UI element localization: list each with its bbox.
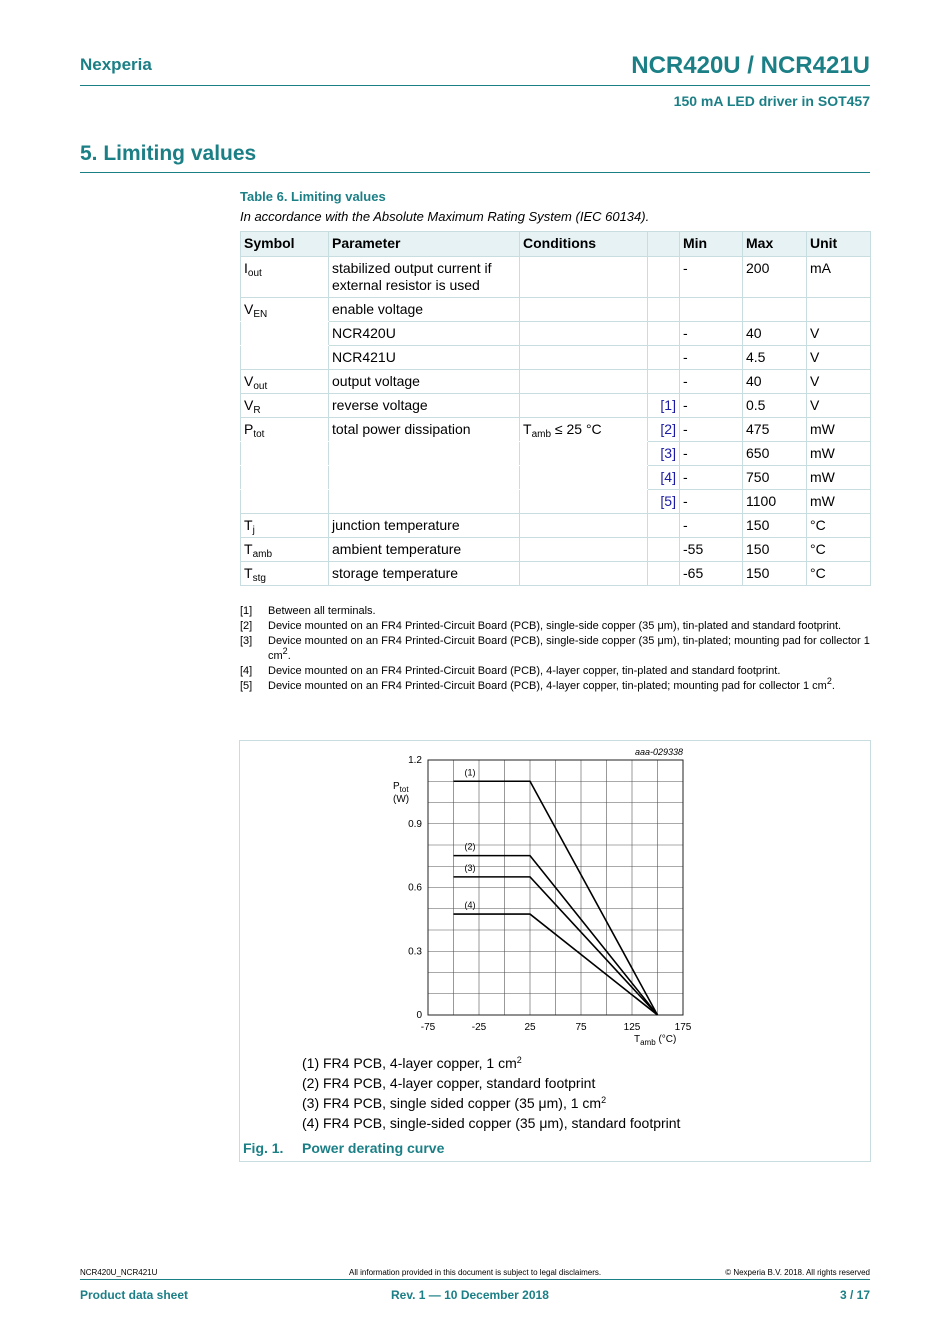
parameter-cell [329,466,520,490]
y-tick-label: 0.9 [408,818,422,830]
min-cell: - [680,514,743,538]
x-tick-label: -25 [471,1022,487,1033]
conditions-cell [520,394,648,418]
symbol-cell [241,298,329,322]
figure-id-label: aaa-029338 [634,747,683,757]
footnote-body: Device mounted on an FR4 Printed-Circuit Board (PCB), 4-layer copper, tin-plated and standard footprint. [268,665,781,677]
footnote [240,604,870,619]
condition-rest: ≤ 25 °C [551,421,602,437]
footnote [240,634,870,664]
unit-cell: mW [807,442,871,466]
symbol-cell [241,322,329,346]
symbol-subscript: amb [252,549,273,560]
x-tick-label: 175 [674,1022,692,1033]
unit-cell: °C [807,538,871,562]
table-row [241,490,871,514]
condition-text: T [523,421,532,437]
unit-cell: °C [807,514,871,538]
table-row [241,514,871,538]
conditions-cell [520,490,648,514]
figure-number: Fig. 1. [243,1140,284,1156]
y-tick-label: 0.3 [408,946,422,958]
footnote [240,619,870,634]
x-tick-label: -75 [420,1022,436,1033]
x-tick-label: 125 [623,1022,641,1033]
symbol-cell [241,490,329,514]
table-note: In accordance with the Absolute Maximum Rating System (IEC 60134). [240,209,650,224]
symbol-subscript: tot [253,429,265,440]
symbol-cell [241,394,329,418]
symbol-text: V [244,397,254,413]
max-cell: 650 [743,442,807,466]
footnote-body: Device mounted on an FR4 Printed-Circuit Board (PCB), single-side copper (35 μm), tin-plated and standard footprint. [268,620,842,632]
min-cell: - [680,346,743,370]
table-row [241,466,871,490]
footnote [240,664,870,679]
footnote-text [268,619,870,634]
header-max: Max [743,232,807,257]
legend-item [302,1073,680,1093]
footnote-number: [4] [240,665,253,677]
footnote-ref-link[interactable]: [4] [648,466,680,490]
symbol-text: I [244,260,248,276]
footnote-ref-link[interactable]: [1] [648,394,680,418]
header-unit: Unit [807,232,871,257]
footnote-number: [1] [240,605,253,617]
footnote-ref-link[interactable] [648,538,680,562]
footnote-ref-link[interactable]: [5] [648,490,680,514]
footnote-text [268,604,870,619]
x-tick-label: 25 [524,1022,536,1033]
footer-doc-id: NCR420U_NCR421U [80,1268,158,1277]
unit-cell: mW [807,418,871,442]
symbol-cell [241,466,329,490]
min-cell: - [680,370,743,394]
figure-caption [243,1140,444,1156]
parameter-cell [329,442,520,466]
unit-cell: °C [807,562,871,586]
y-axis-label-subscript: tot [399,785,409,794]
conditions-cell [520,442,648,466]
header-parameter: Parameter [329,232,520,257]
min-cell: -65 [680,562,743,586]
min-cell: - [680,257,743,298]
series-label: (3) [464,862,476,873]
conditions-cell [520,298,648,322]
parameter-cell: NCR421U [329,346,520,370]
conditions-cell [520,466,648,490]
footnote-ref-link[interactable]: [2] [648,418,680,442]
min-cell: -55 [680,538,743,562]
header-ref [648,232,680,257]
x-axis-label-main: T [634,1034,641,1045]
footnote-tail: . [831,680,835,692]
symbol-subscript: out [253,381,268,392]
footnote [240,676,870,694]
table-row [241,418,871,442]
y-axis-label-main: P [393,781,400,792]
footnote-ref-link[interactable] [648,562,680,586]
symbol-text: T [244,565,253,581]
legend-superscript: 2 [516,1055,522,1065]
footnote-ref-link[interactable]: [3] [648,442,680,466]
legend-item [302,1053,680,1073]
symbol-text: T [244,541,253,557]
table-row [241,442,871,466]
footnote-number: [3] [240,635,253,647]
conditions-cell [520,514,648,538]
header-divider [80,85,870,86]
table-footnotes [240,604,870,694]
parameter-cell: NCR420U [329,322,520,346]
footer-revision: Rev. 1 — 10 December 2018 [391,1288,549,1302]
parameter-cell: output voltage [329,370,520,394]
footnote-body: Between all terminals. [268,605,376,617]
series-label: (1) [464,767,476,778]
min-cell: - [680,394,743,418]
symbol-cell [241,346,329,370]
max-cell: 150 [743,562,807,586]
footnote-text [268,634,870,664]
footnote-ref-link[interactable] [648,257,680,298]
document-title: NCR420U / NCR421U [631,52,870,79]
symbol-cell [241,418,329,442]
parameter-cell: junction temperature [329,514,520,538]
footnote-superscript: 2 [282,646,288,656]
conditions-cell [520,322,648,346]
symbol-subscript: EN [253,309,268,320]
footer-divider [80,1279,870,1280]
conditions-cell [520,257,648,298]
symbol-cell [241,370,329,394]
unit-cell: V [807,370,871,394]
table-row [241,346,871,370]
unit-cell [807,298,871,322]
header-conditions: Conditions [520,232,648,257]
min-cell: - [680,490,743,514]
symbol-text: T [244,517,253,533]
y-axis-label [393,781,409,794]
max-cell: 1100 [743,490,807,514]
parameter-cell: total power dissipation [329,418,520,442]
figure-box [239,740,871,1162]
parameter-cell: storage temperature [329,562,520,586]
footer-disclaimer: All information provided in this document is subject to legal disclaimers. [349,1268,602,1277]
section-divider [80,172,870,173]
min-cell: - [680,466,743,490]
min-cell: - [680,322,743,346]
symbol-subscript: stg [252,573,266,584]
parameter-cell: stabilized output current if external resistor is used [329,257,520,298]
footer-page-number: 3 / 17 [839,1288,870,1302]
legend-text: (2) FR4 PCB, 4-layer copper, standard footprint [302,1075,596,1091]
min-cell: - [680,418,743,442]
legend-text: (4) FR4 PCB, single-sided copper (35 μm), standard footprint [302,1115,681,1131]
table-row [241,322,871,346]
x-axis-label-subscript: amb [640,1038,656,1047]
min-cell: - [680,442,743,466]
symbol-text: V [244,373,254,389]
unit-cell: mW [807,490,871,514]
footnote-ref-link[interactable] [648,370,680,394]
symbol-cell [241,562,329,586]
max-cell: 40 [743,322,807,346]
parameter-cell: ambient temperature [329,538,520,562]
max-cell: 200 [743,257,807,298]
unit-cell: V [807,322,871,346]
y-axis-unit: (W) [393,794,410,805]
x-tick-label: 75 [575,1022,587,1033]
footnote-body: Device mounted on an FR4 Printed-Circuit Board (PCB), 4-layer copper, tin-plated; mounting pad for collector 1 cm [268,680,827,692]
max-cell: 150 [743,538,807,562]
y-tick-label: 0.6 [408,882,422,894]
header-min: Min [680,232,743,257]
y-tick-label: 1.2 [408,755,422,766]
unit-cell: V [807,346,871,370]
conditions-cell [520,418,648,442]
symbol-cell [241,538,329,562]
footnote-number: [5] [240,680,253,692]
table-row [241,370,871,394]
symbol-text: V [244,301,254,317]
condition-subscript: amb [531,429,552,440]
conditions-cell [520,370,648,394]
legend-text: (3) FR4 PCB, single sided copper (35 μm), 1 cm [302,1095,602,1111]
conditions-cell [520,538,648,562]
footer-copyright: © Nexperia B.V. 2018. All rights reserved [725,1268,870,1277]
max-cell [743,298,807,322]
table-caption: Table 6. Limiting values [240,189,386,204]
symbol-subscript: out [247,268,262,279]
x-axis-unit: (°C) [655,1034,677,1045]
footnote-ref-link[interactable] [648,514,680,538]
footer-sheet-type: Product data sheet [80,1288,189,1302]
section-title: 5. Limiting values [80,142,257,165]
figure-legend [302,1053,680,1133]
series-label: (2) [464,841,476,852]
symbol-cell [241,442,329,466]
symbol-cell [241,257,329,298]
symbol-cell [241,514,329,538]
footnote-ref-link[interactable] [648,346,680,370]
legend-text: (1) FR4 PCB, 4-layer copper, 1 cm [302,1055,517,1071]
power-derating-chart [240,741,870,1051]
max-cell: 0.5 [743,394,807,418]
table-row [241,394,871,418]
limiting-values-table [240,231,871,586]
legend-item [302,1093,680,1113]
footnote-text [268,676,870,694]
parameter-cell: reverse voltage [329,394,520,418]
legend-superscript: 2 [601,1095,607,1105]
table-row [241,562,871,586]
series-label: (4) [464,900,476,911]
footnote-superscript: 2 [826,676,832,686]
x-axis-label [634,1034,676,1047]
table-body [241,257,871,586]
figure-title: Power derating curve [302,1140,445,1156]
table-row [241,298,871,322]
footnote-number: [2] [240,620,253,632]
legend-item [302,1113,680,1133]
max-cell: 40 [743,370,807,394]
symbol-subscript: j [252,525,255,536]
symbol-subscript: R [253,405,261,416]
footnote-tail: . [287,650,291,662]
header-symbol: Symbol [241,232,329,257]
parameter-cell [329,490,520,514]
footnote-text [268,664,870,679]
conditions-cell [520,346,648,370]
footnote-ref-link[interactable] [648,322,680,346]
table-row [241,538,871,562]
brand-name: Nexperia [80,55,152,74]
max-cell: 150 [743,514,807,538]
symbol-text: P [244,421,254,437]
table-row [241,257,871,298]
parameter-cell: enable voltage [329,298,520,322]
max-cell: 475 [743,418,807,442]
footnote-body: Device mounted on an FR4 Printed-Circuit Board (PCB), single-side copper (35 μm), tin-plated; mounting pad for collector 1 cm [268,635,870,662]
document-subtitle: 150 mA LED driver in SOT457 [673,93,870,109]
conditions-cell [520,562,648,586]
unit-cell: mA [807,257,871,298]
table-header-row [241,232,871,257]
unit-cell: V [807,394,871,418]
min-cell [680,298,743,322]
y-tick-label: 0 [416,1010,422,1021]
max-cell: 4.5 [743,346,807,370]
footnote-ref-link[interactable] [648,298,680,322]
max-cell: 750 [743,466,807,490]
unit-cell: mW [807,466,871,490]
